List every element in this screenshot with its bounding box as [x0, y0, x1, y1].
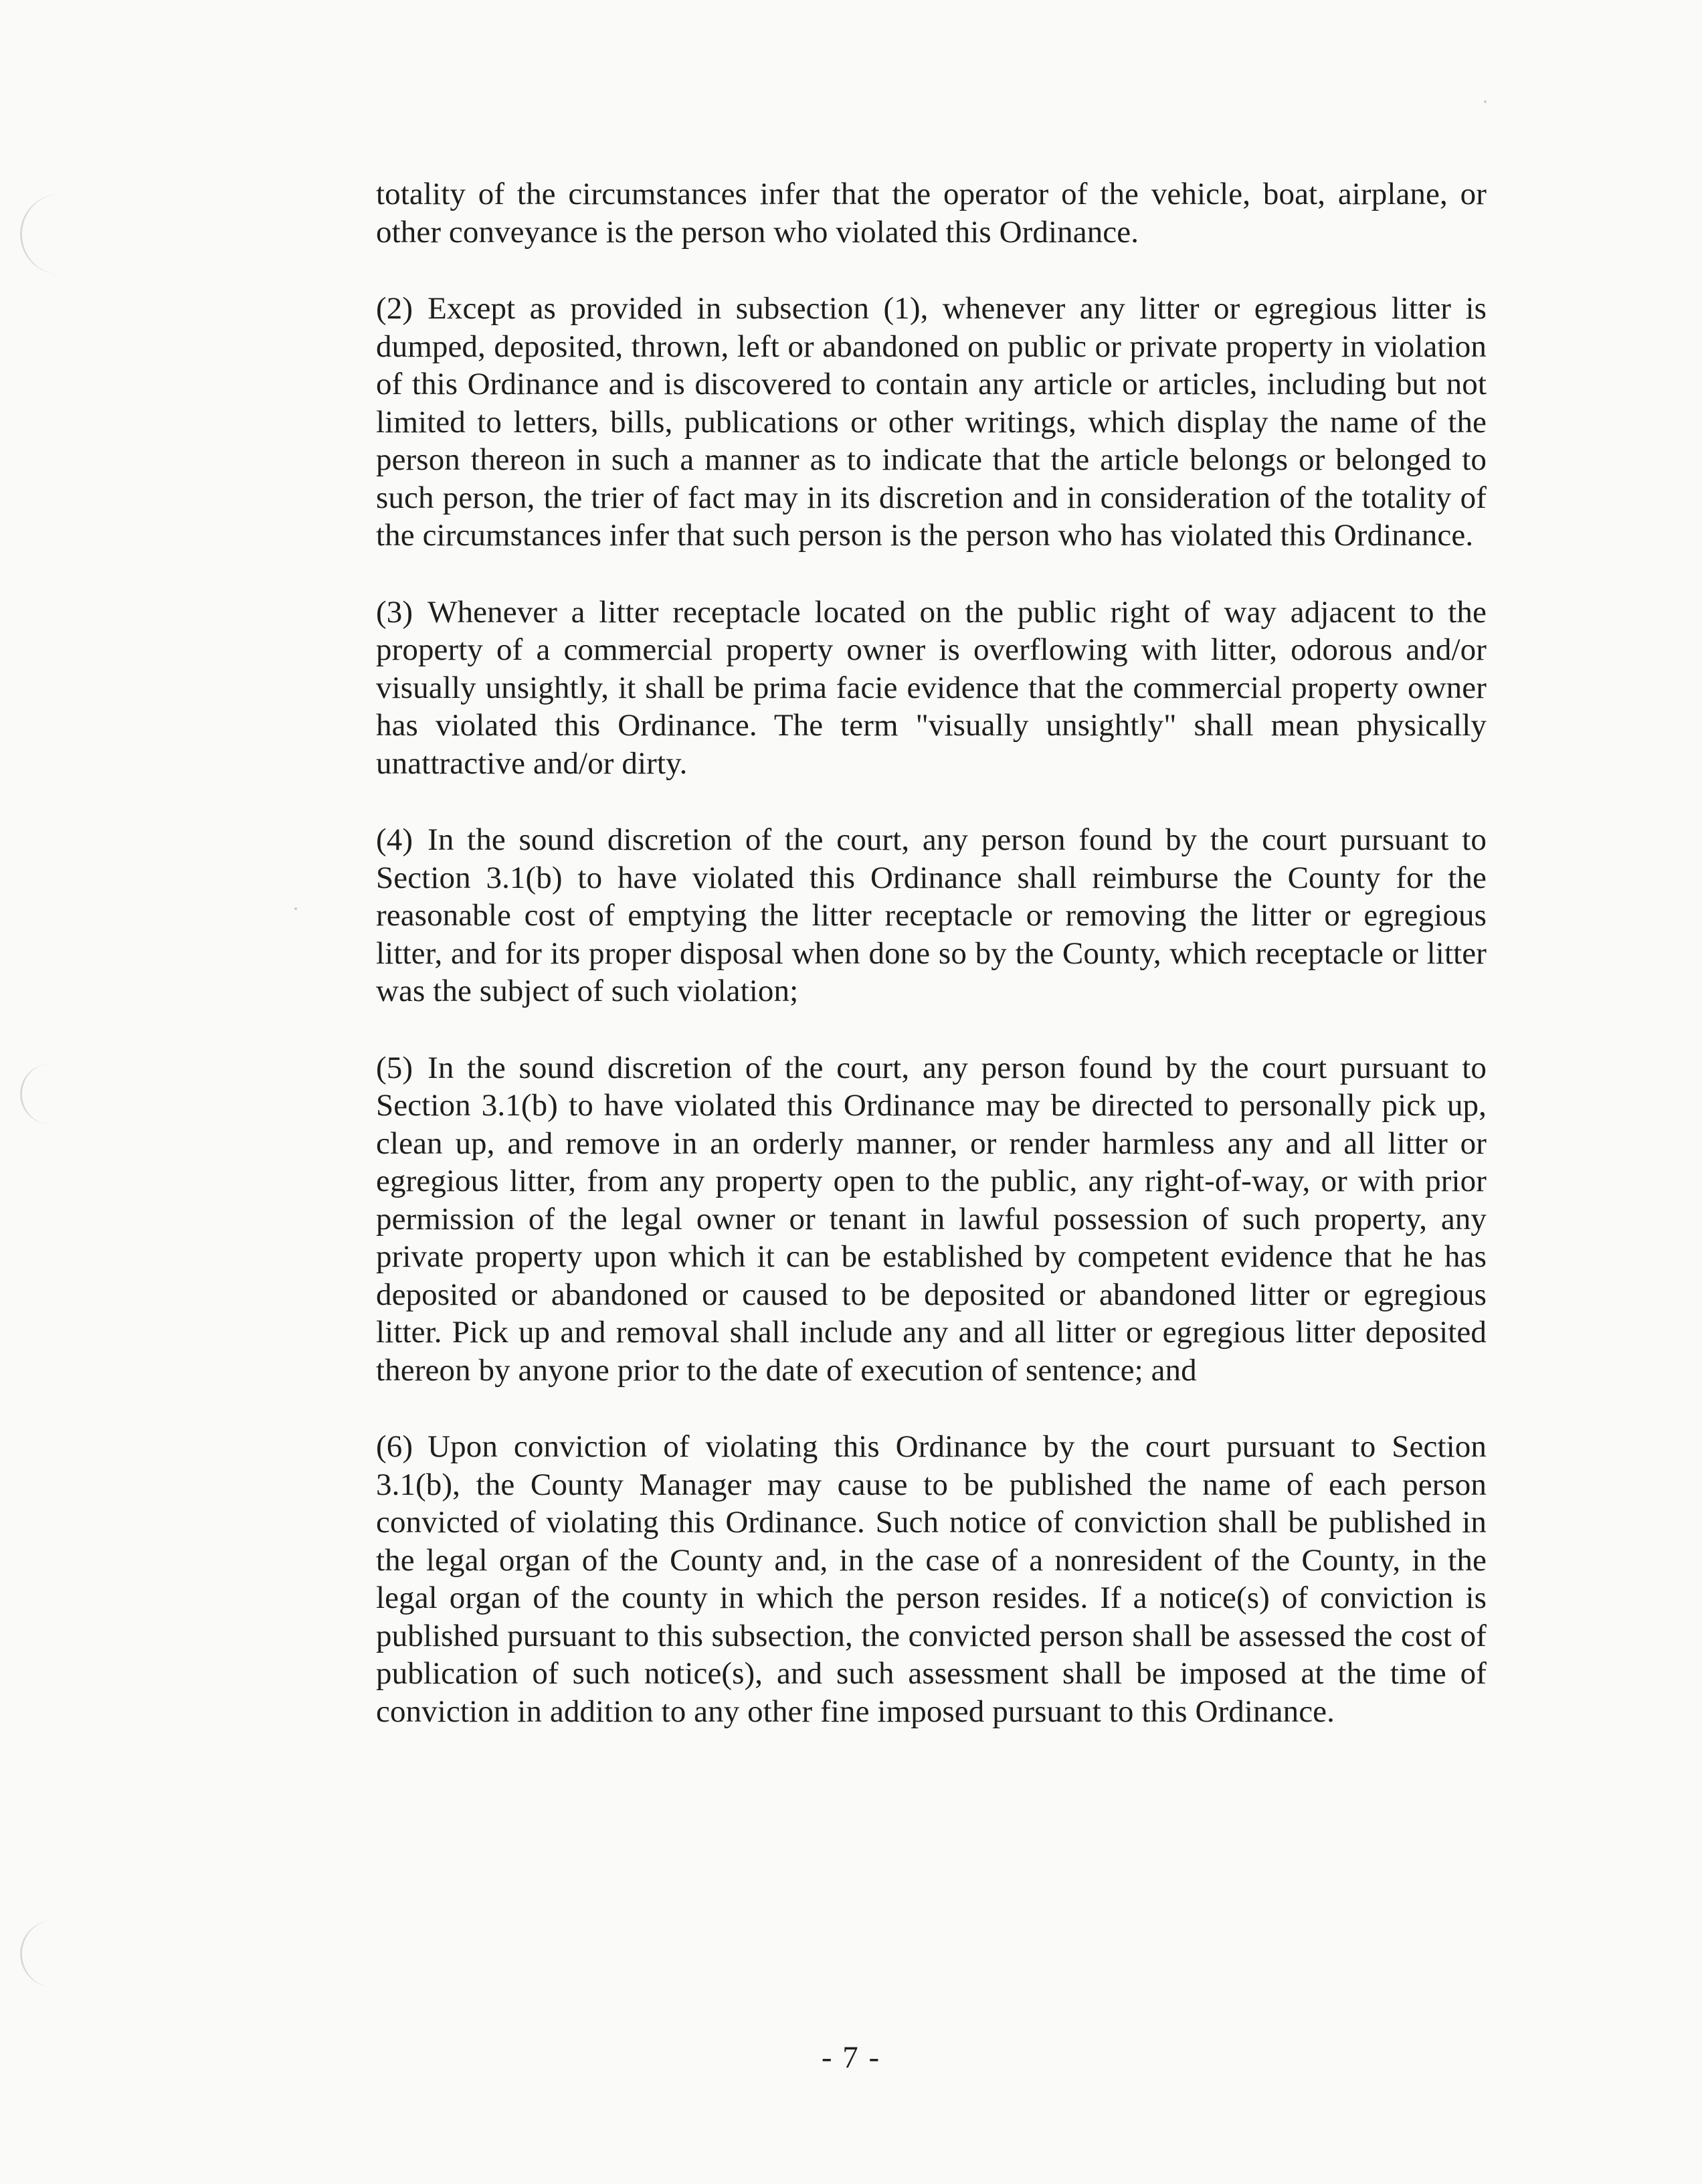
- paragraph-number: (6): [376, 1429, 413, 1464]
- scan-speck: [294, 907, 297, 910]
- paragraph-text: totality of the circumstances infer that the operator of the vehicle, boat, airplane, or other conveyance is the person who violated this Ordinance.: [376, 177, 1487, 250]
- paragraph-number: (3): [376, 594, 413, 630]
- paragraph-number: (4): [376, 822, 413, 857]
- paragraph-5: [376, 1049, 1487, 1390]
- paragraph-text: Whenever a litter receptacle located on the public right of way adjacent to the property of a commercial property owner is overflowing with litter, odorous and/or visually unsightly, it shall be prima facie evidence that the commercial property owner has violated this Ordinance. The term "visually unsightly" shall mean physically unattractive and/or dirty.: [376, 594, 1487, 781]
- paragraph-text: In the sound discretion of the court, any person found by the court pursuant to Section 3.1(b) to have violated this Ordinance shall reimburse the County for the reasonable cost of emptying the litter receptacle or removing the litter or egregious litter, and for its proper disposal when done so by the County, which receptacle or litter was the subject of such violation;: [376, 822, 1487, 1008]
- paragraph-text: Except as provided in subsection (1), whenever any litter or egregious litter is dumped, deposited, thrown, left or abandoned on public or private property in violation of this Ordinance and is discovered to contain any article or articles, including but not limited to letters, bills, publications or other writings, which display the name of the person thereon in such a manner as to indicate that the article belongs or belonged to such person, the trier of fact may in its discretion and in consideration of the totality of the circumstances infer that such person is the person who has violated this Ordinance.: [376, 291, 1487, 553]
- body-text: [376, 175, 1487, 1769]
- scan-speck: [1484, 100, 1487, 103]
- paragraph-3: [376, 594, 1487, 783]
- paragraph-2: [376, 290, 1487, 555]
- punch-hole-mark: [20, 1920, 76, 1987]
- paragraph-number: (5): [376, 1050, 413, 1085]
- paragraph-number: (2): [376, 291, 413, 326]
- paragraph-4: [376, 821, 1487, 1010]
- paragraph-text: Upon conviction of violating this Ordinance by the court pursuant to Section 3.1(b), the County Manager may cause to be published the name of each person convicted of violating this Ordinance. Such notice of conviction shall be published in the legal organ of the County and, in the case of a nonresident of the County, in the legal organ of the county in which the person resides. If a notice(s) of conviction is published pursuant to this subsection, the convicted person shall be assessed the cost of publication of such notice(s), and such assessment shall be imposed at the time of conviction in addition to any other fine imposed pursuant to this Ordinance.: [376, 1429, 1487, 1729]
- paragraph-6: [376, 1428, 1487, 1730]
- paragraph-text: In the sound discretion of the court, any person found by the court pursuant to Section 3.1(b) to have violated this Ordinance may be directed to personally pick up, clean up, and remove in an orderly manner, or render harmless any and all litter or egregious litter, from any property open to the public, any right-of-way, or with prior permission of the legal owner or tenant in lawful possession of such property, any private property upon which it can be established by competent evidence that he has deposited or abandoned or caused to be deposited or abandoned litter or egregious litter. Pick up and removal shall include any and all litter or egregious litter deposited thereon by anyone prior to the date of execution of sentence; and: [376, 1050, 1487, 1388]
- punch-hole-mark: [20, 194, 76, 274]
- paragraph-continuation: [376, 175, 1487, 251]
- page-number: - 7 -: [821, 2040, 881, 2075]
- punch-hole-mark: [20, 1064, 76, 1124]
